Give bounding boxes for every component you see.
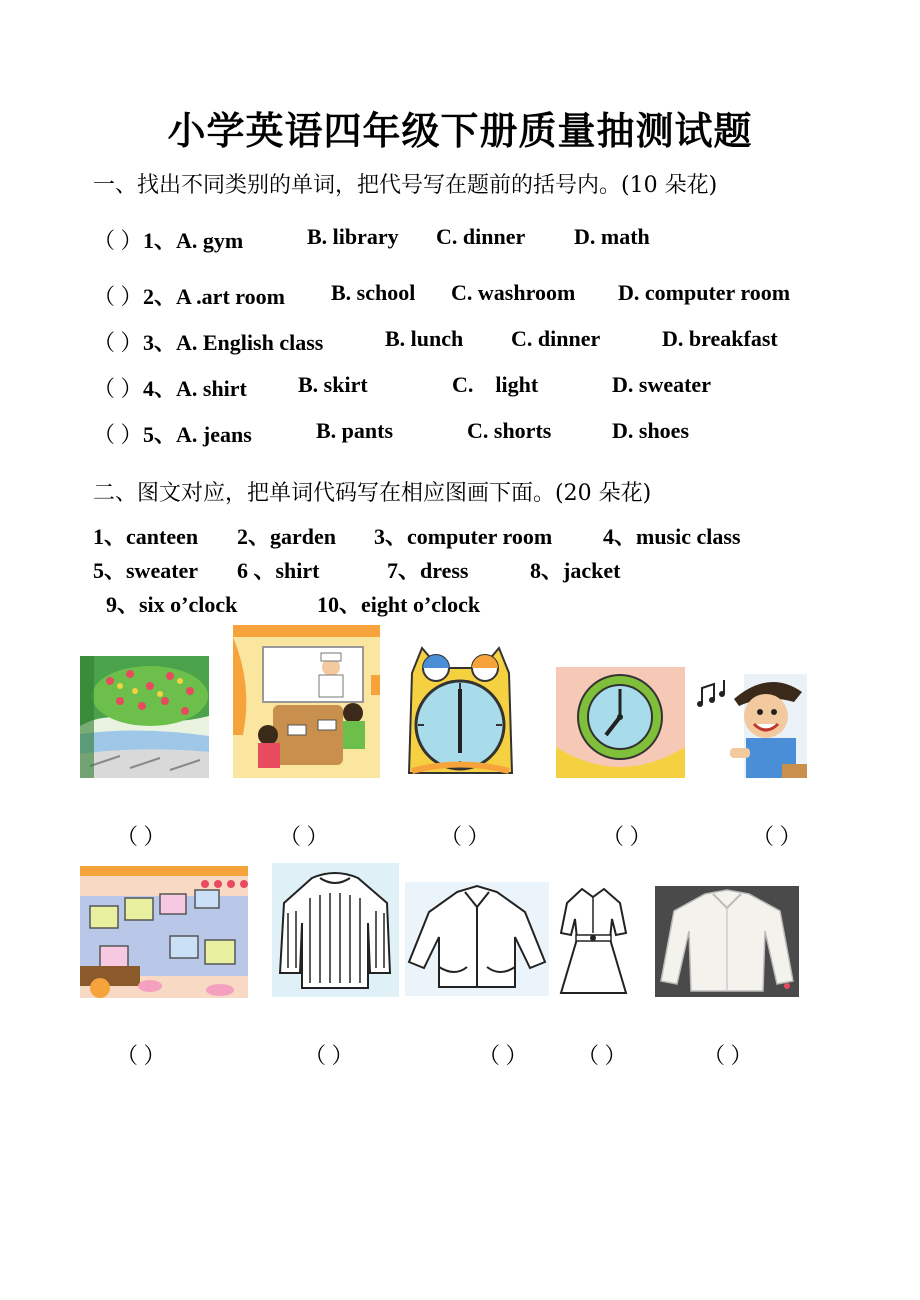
answer-blank[interactable]: （ ） — [279, 824, 329, 849]
option-c: C. washroom — [451, 280, 576, 305]
answer-paren[interactable]: （ ） — [93, 228, 143, 253]
answer-blank[interactable]: （ ） — [304, 1043, 354, 1068]
answer-blank[interactable]: （ ） — [116, 1043, 166, 1068]
option-a: 3、A. English class — [143, 330, 324, 355]
answer-blank[interactable]: （ ） — [602, 824, 652, 849]
jacket-picture — [405, 882, 549, 996]
answer-blank[interactable]: （ ） — [440, 824, 490, 849]
word-1: 1、canteen — [93, 524, 199, 549]
option-d: D. computer room — [618, 280, 791, 305]
dress-picture — [556, 883, 631, 997]
option-b: B. library — [307, 224, 399, 249]
page-title: 小学英语四年级下册质量抽测试题 — [167, 108, 753, 153]
option-c: C. light — [452, 372, 539, 397]
word-2: 2、garden — [237, 524, 337, 549]
answer-paren[interactable]: （ ） — [93, 422, 143, 447]
option-d: D. math — [574, 224, 650, 249]
music-class-picture — [694, 674, 807, 778]
option-b: B. skirt — [298, 372, 368, 397]
option-c: C. dinner — [511, 326, 601, 351]
sweater-picture — [272, 863, 399, 997]
option-a: 1、A. gym — [143, 228, 244, 253]
option-c: C. shorts — [467, 418, 552, 443]
answer-blank[interactable]: （ ） — [116, 824, 166, 849]
answer-blank[interactable]: （ ） — [752, 824, 802, 849]
word-6: 6 、shirt — [237, 558, 320, 583]
option-c: C. dinner — [436, 224, 526, 249]
answer-paren[interactable]: （ ） — [93, 284, 143, 309]
part1-instruction: 一、找出不同类别的单词，把代号写在题前的括号内。(10 朵花) — [93, 173, 718, 198]
option-d: D. sweater — [612, 372, 711, 397]
answer-blank[interactable]: （ ） — [703, 1043, 753, 1068]
answer-blank[interactable]: （ ） — [577, 1043, 627, 1068]
option-d: D. shoes — [612, 418, 690, 443]
word-4: 4、music class — [603, 524, 741, 549]
word-8: 8、jacket — [530, 558, 621, 583]
word-3: 3、computer room — [374, 524, 553, 549]
green-clock-picture — [556, 667, 685, 778]
answer-paren[interactable]: （ ） — [93, 330, 143, 355]
part2-instruction: 二、图文对应，把单词代码写在相应图画下面。(20 朵花) — [93, 481, 652, 506]
answer-blank[interactable]: （ ） — [478, 1043, 528, 1068]
option-a: 5、A. jeans — [143, 422, 252, 447]
word-9: 9、six o’clock — [106, 592, 238, 617]
option-b: B. school — [331, 280, 416, 305]
option-b: B. lunch — [385, 326, 464, 351]
computer-room-picture — [80, 866, 248, 998]
garden-picture — [80, 656, 209, 778]
option-a: 2、A .art room — [143, 284, 285, 309]
option-b: B. pants — [316, 418, 394, 443]
word-10: 10、eight o’clock — [317, 592, 481, 617]
word-7: 7、dress — [387, 558, 469, 583]
option-d: D. breakfast — [662, 326, 778, 351]
canteen-picture — [233, 625, 380, 778]
word-5: 5、sweater — [93, 558, 199, 583]
shirt-picture — [655, 886, 799, 997]
option-a: 4、A. shirt — [143, 376, 247, 401]
owl-clock-picture — [404, 643, 517, 778]
answer-paren[interactable]: （ ） — [93, 376, 143, 401]
